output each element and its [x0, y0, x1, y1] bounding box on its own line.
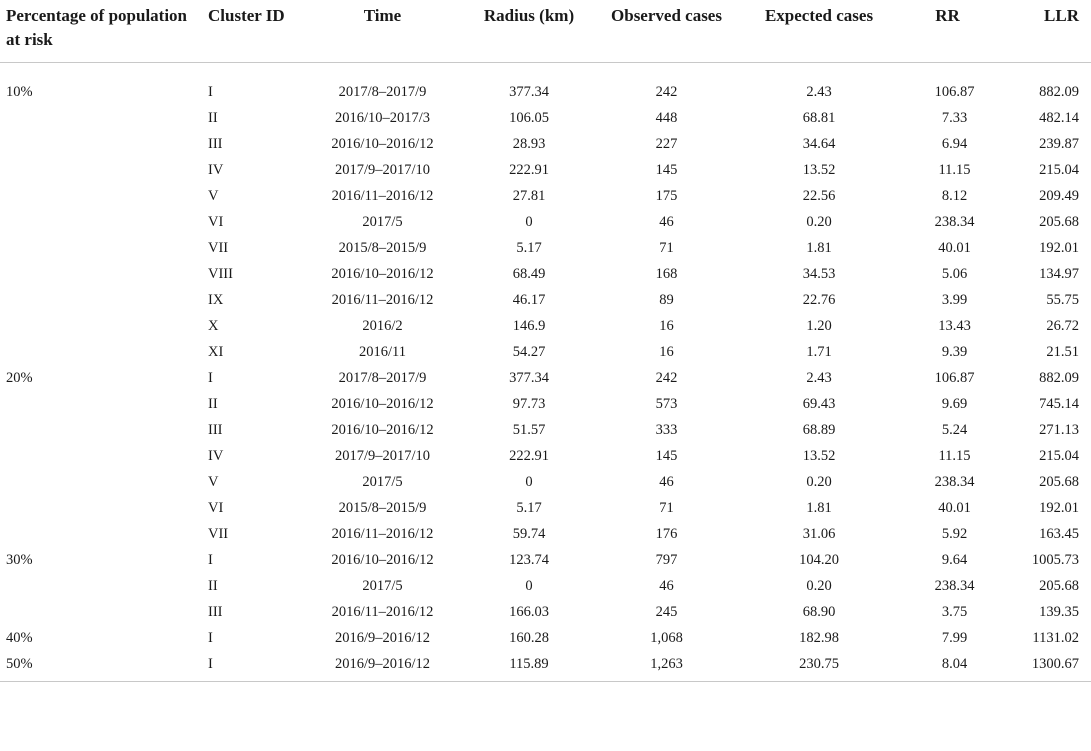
cell-llr: 209.49 [1039, 187, 1079, 204]
table-row [0, 391, 1091, 417]
cell-expected-cases: 1.81 [806, 239, 832, 256]
cell-time: 2017/5 [362, 577, 403, 594]
cell-radius: 59.74 [512, 525, 546, 542]
table-row [0, 651, 1091, 682]
cell-observed-cases: 333 [655, 421, 678, 438]
cell-time: 2015/8–2015/9 [338, 239, 427, 256]
cell-population-at-risk [0, 495, 200, 521]
cell-cluster-id: III [208, 135, 223, 152]
cell-radius: 54.27 [512, 343, 546, 360]
cell-llr: 1300.67 [996, 651, 1091, 682]
cell-expected-cases: 31.06 [802, 525, 836, 542]
cell-radius: 106.05 [509, 109, 549, 126]
cell-llr: 745.14 [1039, 395, 1079, 412]
cell-radius: 28.93 [512, 135, 546, 152]
cell-llr: 215.04 [1039, 161, 1079, 178]
cell-expected-cases: 2.43 [806, 369, 832, 386]
cell-time: 2016/10–2017/3 [334, 109, 431, 126]
cell-observed-cases: 16 [659, 343, 674, 360]
cell-observed-cases: 227 [655, 135, 678, 152]
cell-expected-cases: 68.81 [802, 109, 836, 126]
cell-expected-cases: 1.20 [806, 317, 832, 334]
cell-observed-cases: 89 [659, 291, 674, 308]
cell-radius: 51.57 [512, 421, 546, 438]
cell-llr: 882.09 [1039, 83, 1079, 100]
cell-population-at-risk [0, 287, 200, 313]
cell-time: 2017/9–2017/10 [334, 161, 431, 178]
cell-population-at-risk: 30% [6, 551, 33, 568]
cell-llr: 205.68 [1039, 473, 1079, 490]
cell-observed-cases: 71 [659, 239, 674, 256]
cell-cluster-id: VI [208, 499, 224, 516]
cell-cluster-id: V [208, 187, 219, 204]
cell-time: 2016/11–2016/12 [331, 187, 434, 204]
cell-llr: 1131.02 [1032, 629, 1079, 646]
cell-cluster-id: V [208, 473, 219, 490]
cell-rr: 11.15 [938, 161, 971, 178]
cell-population-at-risk: 40% [6, 629, 33, 646]
table-row [0, 573, 1091, 599]
cell-rr: 5.24 [941, 421, 968, 438]
cell-population-at-risk [0, 313, 200, 339]
cell-llr: 134.97 [1039, 265, 1079, 282]
cell-expected-cases: 104.20 [799, 551, 839, 568]
cell-radius: 5.17 [516, 499, 542, 516]
cell-rr: 13.43 [938, 317, 971, 334]
cell-observed-cases: 242 [655, 83, 678, 100]
cell-llr: 205.68 [1039, 213, 1079, 230]
header-llr: LLR [996, 0, 1091, 62]
cell-rr: 9.64 [941, 551, 968, 568]
cell-radius: 97.73 [512, 395, 546, 412]
cell-population-at-risk [0, 131, 200, 157]
header-radius: Radius (km) [464, 0, 594, 62]
cell-population-at-risk [0, 417, 200, 443]
cell-expected-cases: 13.52 [802, 447, 836, 464]
cell-time: 2016/11–2016/12 [331, 291, 434, 308]
cell-llr: 55.75 [1046, 291, 1079, 308]
cell-time: 2016/10–2016/12 [331, 135, 434, 152]
cell-time: 2016/10–2016/12 [331, 395, 434, 412]
cell-llr: 163.45 [1039, 525, 1079, 542]
cell-rr: 106.87 [934, 369, 975, 386]
cell-expected-cases: 13.52 [802, 161, 836, 178]
cell-observed-cases: 46 [659, 577, 674, 594]
cell-rr: 8.12 [941, 187, 968, 204]
cell-radius: 377.34 [509, 369, 549, 386]
cell-time: 2017/9–2017/10 [334, 447, 431, 464]
cell-expected-cases: 230.75 [739, 651, 899, 682]
cell-llr: 21.51 [1046, 343, 1079, 360]
cell-population-at-risk [0, 521, 200, 547]
table-row [0, 209, 1091, 235]
cell-rr: 3.99 [941, 291, 968, 308]
cell-population-at-risk [0, 573, 200, 599]
cell-llr: 205.68 [1039, 577, 1079, 594]
cell-observed-cases: 46 [659, 473, 674, 490]
table-row [0, 313, 1091, 339]
cell-radius: 0 [525, 577, 533, 594]
cell-cluster-id: I [208, 629, 213, 646]
cell-expected-cases: 34.64 [802, 135, 836, 152]
cell-cluster-id: I [208, 369, 213, 386]
cell-population-at-risk [0, 105, 200, 131]
cell-radius: 377.34 [509, 83, 549, 100]
cell-llr: 192.01 [1039, 499, 1079, 516]
cell-time: 2016/10–2016/12 [331, 551, 434, 568]
cell-cluster-id: III [208, 421, 223, 438]
cell-time: 2016/11 [359, 343, 406, 360]
cell-radius: 27.81 [512, 187, 546, 204]
table-row [0, 287, 1091, 313]
cell-llr: 882.09 [1039, 369, 1079, 386]
cell-cluster-id: III [208, 603, 223, 620]
cell-observed-cases: 145 [655, 447, 678, 464]
cell-expected-cases: 0.20 [806, 577, 832, 594]
cell-llr: 139.35 [1039, 603, 1079, 620]
cell-llr: 192.01 [1039, 239, 1079, 256]
cell-cluster-id: VII [208, 239, 229, 256]
cell-time: 2017/5 [362, 213, 403, 230]
cell-cluster-id: VI [208, 213, 224, 230]
cell-time: 2017/8–2017/9 [338, 369, 427, 386]
cell-observed-cases: 448 [655, 109, 678, 126]
cell-llr: 26.72 [1046, 317, 1079, 334]
cell-rr: 40.01 [938, 499, 971, 516]
cell-time: 2016/11–2016/12 [331, 603, 434, 620]
cell-expected-cases: 69.43 [802, 395, 836, 412]
header-row [0, 0, 1091, 62]
table-row [0, 599, 1091, 625]
table-body [0, 62, 1091, 681]
cell-cluster-id: IX [208, 291, 224, 308]
table-row [0, 521, 1091, 547]
cell-radius: 160.28 [509, 629, 549, 646]
cell-radius: 146.9 [512, 317, 546, 334]
cell-llr: 1005.73 [1031, 551, 1079, 568]
cell-llr: 239.87 [1039, 135, 1079, 152]
table-row [0, 183, 1091, 209]
header-cluster-id: Cluster ID [200, 0, 301, 62]
cell-population-at-risk [0, 469, 200, 495]
cell-rr: 5.06 [941, 265, 968, 282]
cell-expected-cases: 68.90 [802, 603, 836, 620]
cell-rr: 8.04 [899, 651, 996, 682]
cell-expected-cases: 68.89 [802, 421, 836, 438]
cell-radius: 123.74 [509, 551, 549, 568]
cell-observed-cases: 573 [655, 395, 678, 412]
cell-observed-cases: 175 [655, 187, 678, 204]
cell-radius: 166.03 [509, 603, 549, 620]
cell-observed-cases: 145 [655, 161, 678, 178]
cell-expected-cases: 2.43 [806, 83, 832, 100]
cell-rr: 7.33 [941, 109, 968, 126]
cell-observed-cases: 797 [655, 551, 678, 568]
cell-cluster-id: IV [208, 161, 224, 178]
cell-observed-cases: 242 [655, 369, 678, 386]
cell-observed-cases: 176 [655, 525, 678, 542]
cell-rr: 106.87 [934, 83, 975, 100]
cell-time: 2016/10–2016/12 [331, 421, 434, 438]
cell-expected-cases: 0.20 [806, 473, 832, 490]
cell-expected-cases: 1.71 [806, 343, 832, 360]
cell-rr: 238.34 [934, 473, 975, 490]
cell-population-at-risk [0, 599, 200, 625]
cell-observed-cases: 46 [659, 213, 674, 230]
cell-expected-cases: 22.56 [802, 187, 836, 204]
cell-time: 2016/10–2016/12 [331, 265, 434, 282]
cell-cluster-id: I [208, 83, 213, 100]
table-row [0, 469, 1091, 495]
cell-cluster-id: II [208, 395, 218, 412]
cell-population-at-risk [0, 261, 200, 287]
cell-cluster-id: II [208, 109, 218, 126]
cell-rr: 6.94 [941, 135, 968, 152]
cell-radius: 115.89 [464, 651, 594, 682]
cell-population-at-risk [0, 339, 200, 365]
cell-population-at-risk [0, 209, 200, 235]
cell-population-at-risk [0, 235, 200, 261]
cell-cluster-id: I [200, 651, 301, 682]
cell-rr: 9.69 [941, 395, 968, 412]
cell-cluster-id: X [208, 317, 219, 334]
cell-rr: 9.39 [941, 343, 968, 360]
cell-population-at-risk [0, 391, 200, 417]
cell-time: 2016/9–2016/12 [334, 629, 431, 646]
table-row [0, 157, 1091, 183]
cell-expected-cases: 1.81 [806, 499, 832, 516]
cell-observed-cases: 1,263 [594, 651, 739, 682]
table-row [0, 62, 1091, 105]
cell-time: 2017/5 [362, 473, 403, 490]
cell-cluster-id: VIII [208, 265, 233, 282]
cell-population-at-risk [0, 443, 200, 469]
table-row [0, 105, 1091, 131]
cell-population-at-risk: 50% [0, 651, 200, 682]
table-row [0, 495, 1091, 521]
header-expected-cases: Expected cases [739, 0, 899, 62]
cell-expected-cases: 182.98 [799, 629, 839, 646]
table-header [0, 0, 1091, 62]
cell-cluster-id: I [208, 551, 213, 568]
cell-cluster-id: VII [208, 525, 229, 542]
cell-cluster-id: II [208, 577, 218, 594]
cell-observed-cases: 16 [659, 317, 674, 334]
cell-population-at-risk: 10% [6, 83, 33, 100]
table-row [0, 547, 1091, 573]
header-population-at-risk: Percentage of population at risk [0, 0, 200, 62]
cell-radius: 222.91 [509, 161, 549, 178]
table-row [0, 417, 1091, 443]
cell-time: 2016/2 [362, 317, 403, 334]
cell-radius: 0 [525, 213, 533, 230]
cell-observed-cases: 245 [655, 603, 678, 620]
header-rr: RR [899, 0, 996, 62]
table-row [0, 235, 1091, 261]
table-row [0, 339, 1091, 365]
cell-radius: 68.49 [512, 265, 546, 282]
table-row [0, 625, 1091, 651]
header-observed-cases: Observed cases [594, 0, 739, 62]
cell-rr: 7.99 [941, 629, 968, 646]
cell-time: 2015/8–2015/9 [338, 499, 427, 516]
cell-rr: 3.75 [941, 603, 968, 620]
cell-time: 2017/8–2017/9 [338, 83, 427, 100]
table-row [0, 131, 1091, 157]
cell-time: 2016/11–2016/12 [331, 525, 434, 542]
cell-observed-cases: 168 [655, 265, 678, 282]
cell-rr: 238.34 [934, 577, 975, 594]
table-row [0, 443, 1091, 469]
header-time: Time [301, 0, 464, 62]
cell-rr: 11.15 [938, 447, 971, 464]
cell-expected-cases: 22.76 [802, 291, 836, 308]
cell-observed-cases: 1,068 [650, 629, 683, 646]
cell-expected-cases: 0.20 [806, 213, 832, 230]
cell-rr: 40.01 [938, 239, 971, 256]
cell-radius: 222.91 [509, 447, 549, 464]
cell-radius: 5.17 [516, 239, 542, 256]
cell-cluster-id: XI [208, 343, 224, 360]
cell-llr: 271.13 [1039, 421, 1079, 438]
cell-llr: 215.04 [1039, 447, 1079, 464]
table-row [0, 365, 1091, 391]
cell-expected-cases: 34.53 [802, 265, 836, 282]
cell-population-at-risk [0, 157, 200, 183]
cell-radius: 0 [525, 473, 533, 490]
cell-rr: 238.34 [934, 213, 975, 230]
cell-time: 2016/9–2016/12 [301, 651, 464, 682]
table-row [0, 261, 1091, 287]
cell-radius: 46.17 [512, 291, 546, 308]
cell-population-at-risk: 20% [6, 369, 33, 386]
cell-population-at-risk [0, 183, 200, 209]
cell-cluster-id: IV [208, 447, 224, 464]
cell-llr: 482.14 [1039, 109, 1079, 126]
cell-observed-cases: 71 [659, 499, 674, 516]
cell-rr: 5.92 [941, 525, 968, 542]
